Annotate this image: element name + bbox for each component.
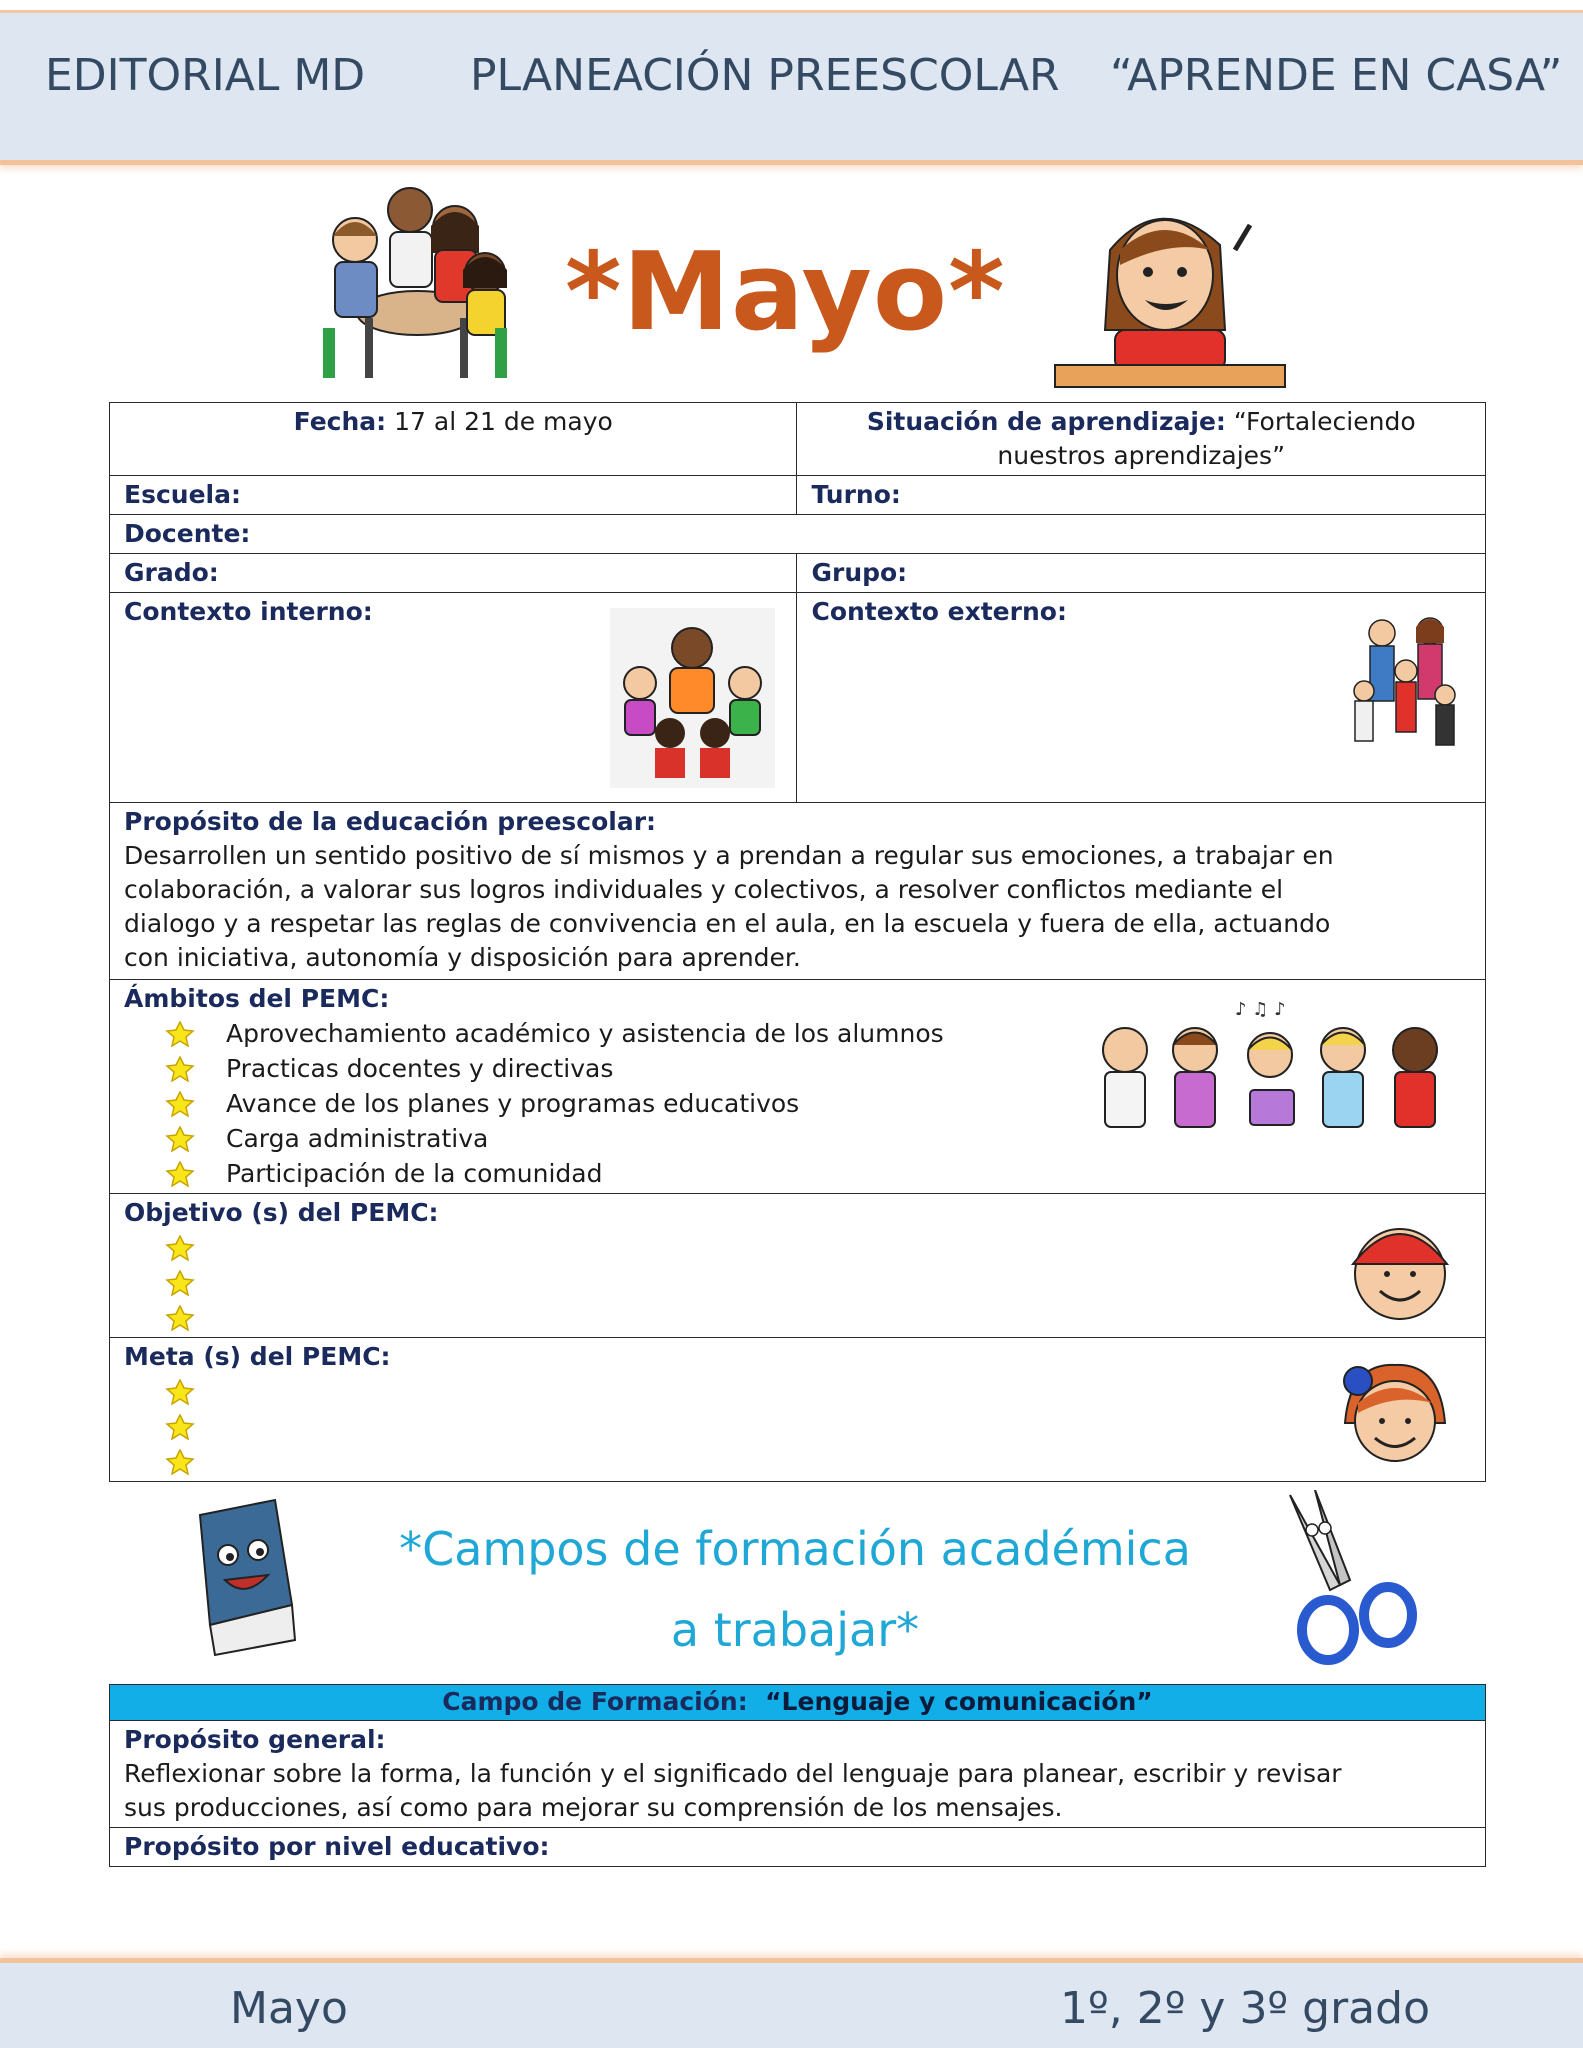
docente-label: Docente: [124, 519, 251, 548]
list-item[interactable] [164, 1300, 1471, 1335]
campos-heading-line1: *Campos de formación académica [399, 1522, 1191, 1576]
situacion-cell [797, 403, 1486, 476]
list-item [164, 1156, 1471, 1191]
metas-list [164, 1374, 1471, 1479]
proposito-nivel-label: Propósito por nivel educativo: [124, 1832, 550, 1861]
campos-heading-line2: a trabajar* [670, 1603, 920, 1657]
contexto-interno-cell[interactable] [110, 593, 797, 803]
proposito-general-label: Propósito general: [124, 1725, 386, 1754]
grado-cell[interactable] [110, 554, 797, 593]
star-bullet-icon [164, 1126, 196, 1152]
scissors-character-illustration [1270, 1490, 1420, 1670]
star-bullet-icon [164, 1379, 196, 1405]
list-item[interactable] [164, 1374, 1471, 1409]
header-document-type: PLANEACIÓN PREESCOLAR [470, 50, 1060, 101]
situacion-value-line2: nuestros aprendizajes” [997, 441, 1286, 470]
star-bullet-icon [164, 1161, 196, 1187]
turno-label: Turno: [811, 480, 901, 509]
fecha-cell [110, 403, 797, 476]
family-illustration [1352, 613, 1462, 763]
ambito-text: Participación de la comunidad [226, 1158, 603, 1188]
proposito-preescolar-cell [110, 803, 1486, 980]
proposito-general-line: Reflexionar sobre la forma, la función y el significado del lenguaje para planear, escribir y revisar [124, 1759, 1342, 1788]
objetivos-cell[interactable] [110, 1194, 1486, 1338]
planning-info-table [109, 402, 1486, 1482]
eraser-character-illustration [180, 1495, 300, 1660]
page-title: *Mayo* [565, 230, 1006, 355]
campo-formacion-label: Campo de Formación: [442, 1687, 748, 1716]
ambito-text: Avance de los planes y programas educativos [226, 1088, 800, 1118]
star-bullet-icon [164, 1056, 196, 1082]
contexto-externo-label: Contexto externo: [811, 597, 1067, 626]
list-item[interactable] [164, 1265, 1471, 1300]
docente-cell[interactable] [110, 515, 1486, 554]
header-program: “APRENDE EN CASA” [1110, 50, 1563, 101]
campo-formacion-header [110, 1685, 1486, 1721]
list-item[interactable] [164, 1409, 1471, 1444]
ambito-text: Aprovechamiento académico y asistencia de los alumnos [226, 1018, 944, 1048]
star-bullet-icon [164, 1091, 196, 1117]
escuela-label: Escuela: [124, 480, 241, 509]
situacion-value-line1: “Fortaleciendo [1233, 407, 1416, 436]
proposito-line: con iniciativa, autonomía y disposición para aprender. [124, 943, 801, 972]
footer-grades: 1º, 2º y 3º grado [1060, 1983, 1430, 2034]
escuela-cell[interactable] [110, 476, 797, 515]
ambito-text: Practicas docentes y directivas [226, 1053, 614, 1083]
proposito-line: dialogo y a respetar las reglas de convivencia en el aula, en la escuela y fuera de ella, actuando [124, 909, 1331, 938]
metas-cell[interactable] [110, 1338, 1486, 1482]
header-publisher: EDITORIAL MD [45, 50, 366, 101]
star-bullet-icon [164, 1235, 196, 1261]
contexto-interno-label: Contexto interno: [124, 597, 373, 626]
proposito-line: Desarrollen un sentido positivo de sí mismos y a prendan a regular sus emociones, a trabajar en [124, 841, 1334, 870]
teacher-illustration [1050, 190, 1290, 395]
list-item[interactable] [164, 1230, 1471, 1265]
proposito-preescolar-label: Propósito de la educación preescolar: [124, 807, 657, 836]
grupo-label: Grupo: [811, 558, 908, 587]
girl-face-illustration [1330, 1353, 1460, 1468]
objetivos-label: Objetivo (s) del PEMC: [124, 1198, 439, 1227]
ambito-text: Carga administrativa [226, 1123, 489, 1153]
star-bullet-icon [164, 1449, 196, 1475]
svg-text:♪ ♫ ♪: ♪ ♫ ♪ [1235, 999, 1286, 1020]
proposito-general-line: sus producciones, así como para mejorar su comprensión de los mensajes. [124, 1793, 1063, 1822]
grupo-cell[interactable] [797, 554, 1486, 593]
star-bullet-icon [164, 1021, 196, 1047]
star-bullet-icon [164, 1414, 196, 1440]
star-bullet-icon [164, 1305, 196, 1331]
campo-formacion-table [109, 1684, 1486, 1867]
campo-formacion-value: “Lenguaje y comunicación” [765, 1687, 1153, 1716]
fecha-value: 17 al 21 de mayo [394, 407, 613, 436]
list-item[interactable] [164, 1444, 1471, 1479]
proposito-nivel-cell[interactable] [110, 1828, 1486, 1867]
fecha-label: Fecha: [293, 407, 387, 436]
proposito-general-cell [110, 1721, 1486, 1828]
proposito-line: colaboración, a valorar sus logros individuales y colectivos, a resolver conflictos mediante el [124, 875, 1284, 904]
turno-cell[interactable] [797, 476, 1486, 515]
children-group-illustration [305, 178, 530, 393]
metas-label: Meta (s) del PEMC: [124, 1342, 391, 1371]
star-bullet-icon [164, 1270, 196, 1296]
grado-label: Grado: [124, 558, 219, 587]
children-circle-illustration [610, 608, 775, 788]
contexto-externo-cell[interactable] [797, 593, 1486, 803]
objetivos-list [164, 1230, 1471, 1335]
ambitos-label: Ámbitos del PEMC: [124, 984, 390, 1013]
kids-activities-illustration [1085, 995, 1460, 1155]
situacion-label: Situación de aprendizaje: [866, 407, 1226, 436]
footer-month: Mayo [230, 1983, 348, 2034]
boy-cap-face-illustration [1335, 1209, 1465, 1324]
ambitos-cell [110, 980, 1486, 1194]
